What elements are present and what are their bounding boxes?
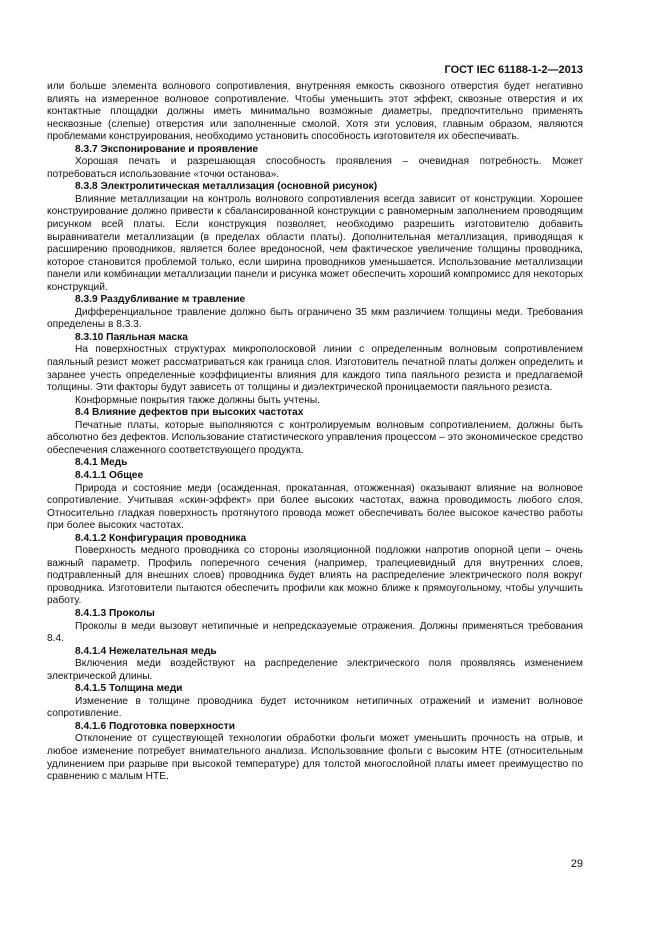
section-heading: 8.3.9 Раздубливание м травление — [75, 294, 246, 306]
section-heading: 8.4.1.5 Толщина меди — [75, 683, 183, 695]
section-heading: 8.4.1.3 Проколы — [75, 607, 155, 619]
paragraph: Проколы в меди вызовут нетипичные и непредсказуемые отражения. Должны применяться требования 8.4. — [47, 620, 583, 645]
page-number: 29 — [570, 858, 583, 870]
section-heading: 8.3.8 Электролитическая металлизация (основной рисунок) — [75, 181, 378, 193]
paragraph: Конформные покрытия также должны быть учтены. — [75, 394, 320, 406]
section-heading: 8.3.10 Паяльная маска — [75, 331, 188, 343]
section-heading: 8.4.1 Медь — [75, 457, 128, 469]
paragraph: Поверхность медного проводника со стороны изоляционной подложки напротив опорной цепи – очень важный параметр. Профиль поперечного сечения (например, трапециевидный для внутренних слоев, подтравленный для внешних слоев) проводника будет влиять на распределение электрического поля вокруг проводника. Изготовители пытаются обеспечить профили как можно ближе к прямоугольному, чтобы улучшить работу. — [47, 545, 583, 607]
paragraph: Печатные платы, которые выполняются с контролируемым волновым сопротивлением, должны быть абсолютно без дефектов. Использование статистического управления процессом – это экономическое средство обеспечения слаженного соответствующего продукта. — [47, 419, 583, 456]
paragraph: Природа и состояние меди (осажденная, прокатанная, отожженная) оказывают влияние на волновое сопротивление. Учитывая «скин-эффект» при более высоких частотах, важна проводимость любого слоя. Относительно гладкая поверхность протянутого провода может обеспечивать более высокое качество работы при более высоких частотах. — [47, 482, 583, 532]
section-heading: 8.4.1.6 Подготовка поверхности — [75, 720, 235, 732]
paragraph: Хорошая печать и разрешающая способность проявления – очевидная потребность. Может потребоваться использование «точки останова». — [47, 156, 583, 180]
document-body — [47, 81, 583, 784]
section-heading: 8.3.7 Экспонирование и проявление — [75, 143, 259, 155]
section-heading: 8.4 Влияние дефектов при высоких частотах — [75, 407, 304, 419]
paragraph: Влияние металлизации на контроль волнового сопротивления всегда зависит от конструкции. Хорошее конструирование должно привести к сбалансированной конструкции с равномерным заполнением проводящим рисунком всей платы. Если конструкция позволяет, необходимо разрешить изготовителю добавить выравниватели металлизации (в пределах области платы). Дополнительная металлизация, приводящая к расширению проводников, является более вредоносной, чем фактическое увеличение толщины проводника, которое становится проблемой только, если ширина проводников уменьшается. Использование металлизации панели или комбинации металлизации панели и рисунка может обеспечить хороший компромисс для некоторых конструкций. — [47, 193, 583, 293]
section-heading: 8.4.1.1 Общее — [75, 469, 144, 481]
paragraph: Отклонение от существующей технологии обработки фольги может уменьшить прочность на отрыв, и любое изменение потребует внимательного анализа. Использование фольги с высоким HTE (относительным удлинением при разрыве при высокой температуре) для толстой многослойной платы имеет преимущество по сравнению с малым HTE. — [47, 733, 583, 783]
paragraph: На поверхностных структурах микрополосковой линии с определенным волновым сопротивлением паяльный резист может рассматриваться как граница слоя. Изготовитель печатной платы должен определить и заранее учесть определенные коэффициенты влияния для каждого типа паяльного резиста и предлагаемой толщины. Эти факторы будут зависеть от толщины и диэлектрической проницаемости паяльного резиста. — [47, 344, 583, 394]
paragraph: Включения меди воздействуют на распределение электрического поля проявляясь изменением электрической длины. — [47, 658, 583, 682]
section-heading: 8.4.1.2 Конфигурация проводника — [75, 532, 247, 544]
section-heading: 8.4.1.4 Нежелательная медь — [75, 645, 217, 657]
paragraph: или больше элемента волнового сопротивления, внутренняя емкость сквозного отверстия будет негативно влиять на измеренное волновое сопротивление. Чтобы уменьшить этот эффект, сквозные отверстия и их контактные площадки должны иметь минимально возможные диаметры, предпочтительно применять несквозные (слепые) отверстия или заполненные смолой. Хотя эти условия, главным образом, являются проблемами конструирования, необходимо установить способность изготовителя их обеспечивать. — [47, 81, 583, 143]
standard-code-header: ГОСТ IEC 61188-1-2—2013 — [444, 64, 583, 76]
paragraph: Изменение в толщине проводника будет источником нетипичных отражений и изменит волновое сопротивление. — [47, 695, 583, 720]
paragraph: Дифференциальное травление должно быть ограничено 35 мкм различием толщины меди. Требования определены в 8.3.3. — [47, 306, 583, 331]
